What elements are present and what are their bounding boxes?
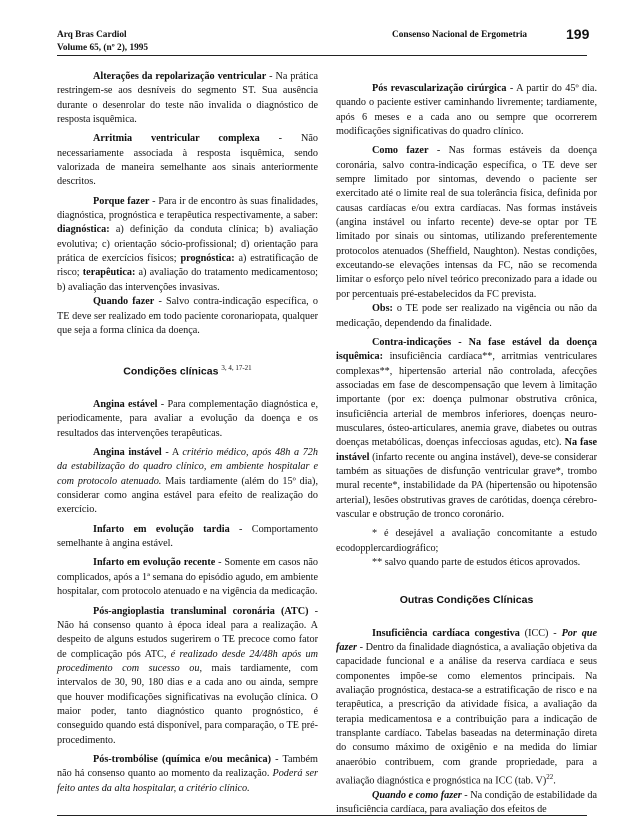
paragraph-infarto-tardia: Infarto em evolução tardia - Comportamento semelhante à angina estável.: [57, 523, 318, 550]
paragraph-porque-fazer: Porque fazer - Para ir de encontro às suas finalidades, diagnóstica, prognóstica e terapêutica respectivamente, a saber: diagnóstica: a) definição da conduta clínica; b) avaliação evolutiva; c) orientação sócio-profissional; d) orientação para prática de exercícios físicos; prognóstica: a) estratificação de risco; terapêutica: a) avaliação do tratamento medicamentoso; b) avaliação das intervenções invasivas.: [57, 195, 318, 293]
section-heading-outras-condicoes: Outras Condições Clínicas: [399, 594, 534, 607]
paragraph-como-fazer: Como fazer - Nas formas estáveis da doença coronária, salvo contra-indicação específica, o TE deve ser sempre limitado por sintomas, devendo o paciente ser exercitado até o limite real de sua tolerância física, definida por causas cardíacas e/ou extra cardíacas. Nas formas instáveis (angina instável ou infarto recente) deve-se optar por TE limitado por sinais ou sintomas, utilizando preferentemente protocolos atenuados (Sheffield, Naughton). Nestas condições, exceutando-se elevações intensas da FC, não se recomenda limitar o esforço pelo nível teórico preconizado para a idade ou por percentuais pré-estabelecidos da FC prevista.: [336, 145, 597, 300]
journal-volume: Volume 65, (nº 2), 1995: [57, 43, 149, 53]
footnote-double-asterisk: ** salvo quando parte de estudos éticos aprovados.: [372, 557, 581, 568]
page-number: 199: [566, 26, 590, 42]
paragraph-angina-instavel: Angina instável - A critério médico, após 48h a 72h da estabilização do quadro clínico, em ambiente hospitalar e com protocolo atenuado. Mais tardiamente (além do 15º dia), considerar como angina estável para efeito de realização do exercício.: [57, 447, 318, 516]
paragraph-arritmia: Arritmia ventricular complexa - Não necessariamente associada à resposta isquêmica, sendo valorizada de maneira semelhante aos sinais anteriormente descritos.: [57, 133, 318, 188]
paragraph-pos-revascularizacao: Pós revascularização cirúrgica - A partir do 45º dia. quando o paciente estiver caminhando livremente; tardiamente, após 6 meses e a cada ano ou sempre que ocorrerem modificações significativas do quadro clínico.: [336, 83, 598, 138]
paragraph-infarto-recente: Infarto em evolução recente - Somente em casos não complicados, após a 1ª semana do episódio agudo, em ambiente hospitalar, com protocolo atenuado e na vigência da medicação.: [57, 557, 319, 598]
paragraph-quando-como-fazer: Quando e como fazer - Na condição de estabilidade da insuficiência cardíaca, para avaliação dos efeitos de: [336, 789, 597, 816]
left-column: [57, 70, 318, 796]
journal-name: Arq Bras Cardiol: [57, 30, 127, 40]
paragraph-pos-angioplastia: Pós-angioplastia transluminal coronária (ATC) - Não há consenso quanto à época ideal para a realização. A despeito de alguns estudos sugerirem o TE precoce como fator de complicação pós ATC, é realizado desde 24/48h após um procedimento com sucesso ou, mais tardiamente, com intervalos de 30, 90, 180 dias e a cada ano ou ainda, sempre que houver modificações significativas na evolução clínica. O maior poder, tanto diagnóstico quanto prognóstico, é conseguido quando está disponível, para comparação, o TE pré-procedimento.: [57, 605, 318, 746]
running-header-section: Consenso Nacional de Ergometria: [392, 30, 528, 40]
paragraph-quando-fazer: Quando fazer - Salvo contra-indicação específica, o TE deve ser realizado em todo paciente coronariopata, qualquer que seja a forma clínica da doença.: [57, 296, 318, 336]
paragraph-icc: Insuficiência cardíaca congestiva (ICC) - Por que fazer - Dentro da finalidade diagnóstica, a avaliação objetiva da capacidade funcional e a análise da reserva cardíaca e seus componentes impõe-se como elementos principais. Na avaliação prognóstica, destaca-se a estratificação de risco e na terapêutica, a prescrição da atividade física, a avaliação da terapia medicamentosa e a contribuição para a indicação de transplante cardíaco. Tabelas baseadas na determinação direta do consumo máximo de oxigênio e na medida do limiar anaeróbio contribuem, com grande propriedade, para a avaliação diagnóstica e prognóstica na ICC (tab. V)$^{22}$.: [336, 627, 597, 787]
footnote-single-asterisk: * é desejável a avaliação concomitante a estudo ecodopplercardiográfico;: [336, 528, 597, 554]
footer-rule: [57, 815, 587, 816]
header-rule: [57, 55, 587, 56]
right-column: [336, 82, 597, 818]
paragraph-contra-indicacoes: Contra-indicações - Na fase estável da doença isquêmica: insuficiência cardíaca**, arritmias ventriculares complexas**, hipertensão arterial não controlada, afecções associadas em fase de descompensação que levem à limitação importante (por ex: doença pulmonar obstrutiva crônica, insuficiência arterial de membros inferiores, doenças neuro-musculares, ósteo-articulares, anemia grave, diabetes ou outras doenças metabólicas, doenças infecciosas agudas, etc). Na fase instável (infarto recente ou angina instável), deve-se considerar também as situações de disfunção ventricular grave*, trombo mural recente*, instabilidade da PA (hipertensão ou hipotensão arterial), lesões obstrutivas graves de carótidas, doença cérebro-vascular e obstrução de tronco coronário.: [336, 336, 597, 520]
running-header-journal: [57, 29, 148, 55]
paragraph-pos-trombolise: Pós-trombólise (química e/ou mecânica) - Também não há consenso quanto ao momento da realização. Poderá ser feito antes da alta hospitalar, a critério clínico.: [57, 753, 318, 794]
paragraph-repolarizacao: Alterações da repolarização ventricular - Na prática restringem-se aos desníveis do segmento ST. Sua ausência durante o desenrolar do teste não invalida o diagnóstico de resposta isquêmica.: [57, 71, 318, 126]
paragraph-obs: Obs: o TE pode ser realizado na vigência ou não da medicação, dependendo da finalidade.: [336, 303, 597, 329]
paragraph-angina-estavel: Angina estável - Para complementação diagnóstica e, periodicamente, para avaliar a evolução da doença e os resultados das intervenções terapêuticas.: [57, 399, 319, 439]
section-heading-condicoes-clinicas: Condições clínicas $^{3, 4, 17-21}$: [123, 364, 252, 378]
